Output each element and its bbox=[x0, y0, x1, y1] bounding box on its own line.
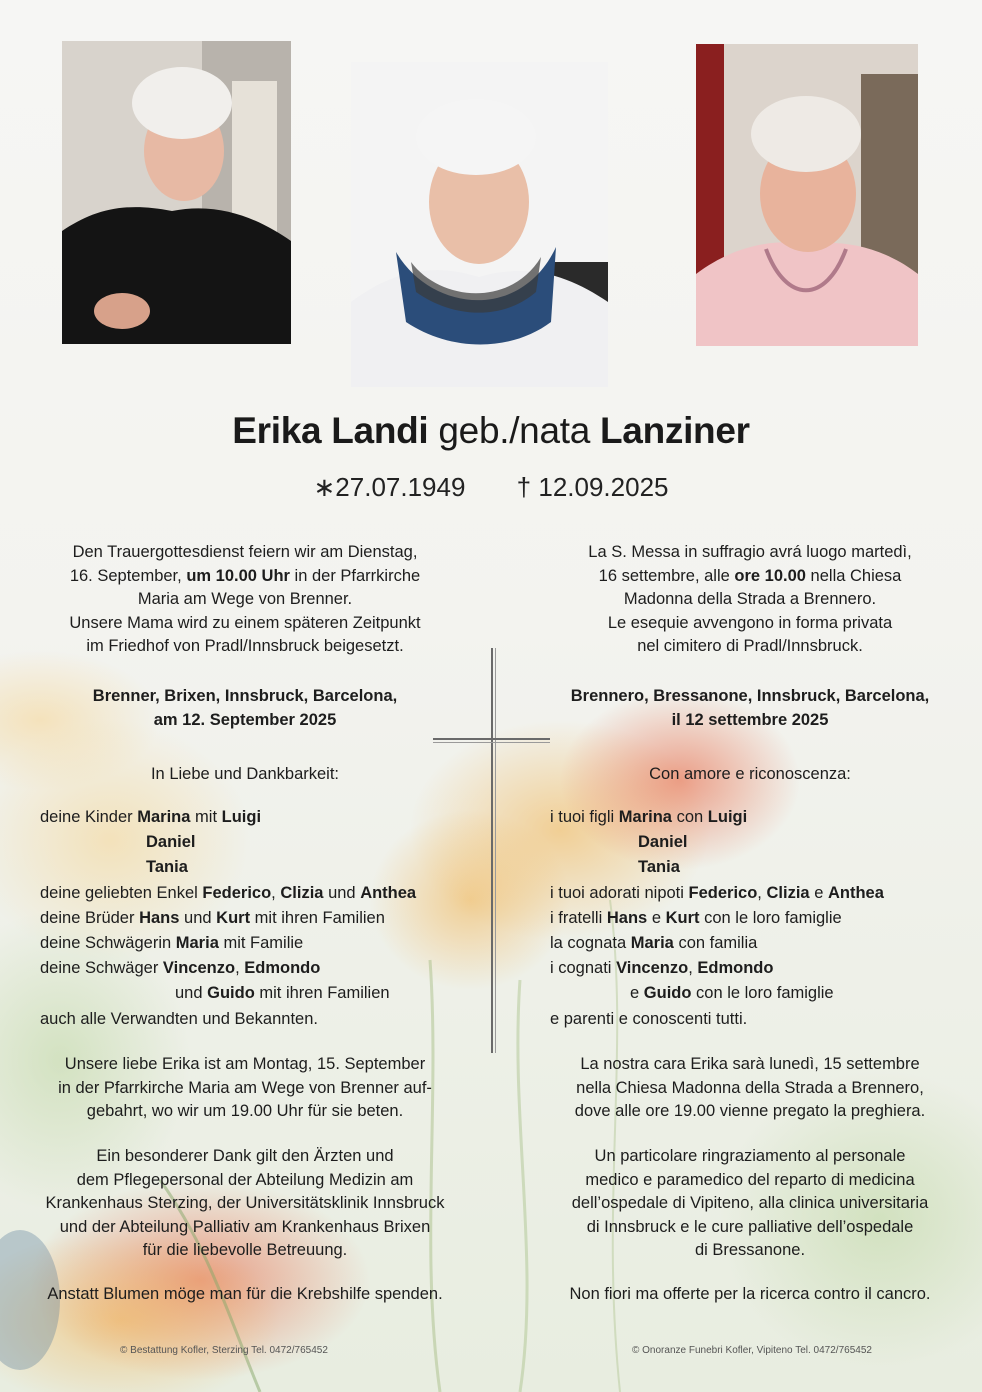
deceased-name bbox=[0, 410, 982, 452]
cross-horizontal bbox=[433, 738, 550, 740]
it-footer: © Onoranze Funebri Kofler, Vipiteno Tel. 0472/765452 bbox=[632, 1345, 872, 1356]
it-place-date: Brennero, Bressanone, Innsbruck, Barcelona, il 12 settembre 2025 bbox=[570, 687, 930, 729]
de-wake-text: Unsere liebe Erika ist am Montag, 15. September in der Pfarrkirche Maria am Wege von Brenner auf- gebahrt, wo wir um 19.00 Uhr für sie beten. bbox=[58, 1055, 432, 1120]
cross-vertical bbox=[491, 648, 493, 1053]
it-family-list: i tuoi figli Marina con Luigi Daniel Tania i tuoi adorati nipoti Federico, Clizia e Anthea i fratelli Hans e Kurt con le loro famiglie la cognata Maria con familia i cognati Vincenzo, Edmondo e Guido con le loro famiglie e parenti e conoscenti tutti. bbox=[550, 808, 884, 1028]
it-service-text: La S. Messa in suffragio avrá luogo martedì, 16 settembre, alle ore 10.00 nella Chiesa Madonna della Strada a Brennero. Le esequie avvengono in forma privata nel cimitero di Pradl/Innsbruck. bbox=[588, 543, 912, 655]
birth-date: ∗27.07.1949 bbox=[313, 472, 466, 502]
it-thanks-text: Un particolare ringraziamento al personale medico e paramedico del reparto di medicina dell’ospedale di Vipiteno, alla clinica universitaria di Innsbruck e le cure palliative dell’ospedale di Bressanone. bbox=[571, 1147, 929, 1259]
de-service-text: Den Trauergottesdienst feiern wir am Dienstag, 16. September, um 10.00 Uhr in der Pfarrkirche Maria am Wege von Brenner. Unsere Mama wird zu einem späteren Zeitpunkt im Friedhof von Pradl/Innsbruck beigesetzt. bbox=[69, 543, 421, 655]
cross-vertical-shadow bbox=[495, 648, 496, 1053]
name-first: Erika Landi bbox=[232, 410, 429, 451]
de-footer: © Bestattung Kofler, Sterzing Tel. 0472/765452 bbox=[120, 1345, 328, 1356]
de-place-date: Brenner, Brixen, Innsbruck, Barcelona, am 12. September 2025 bbox=[92, 687, 398, 729]
portrait-photo-center bbox=[351, 62, 608, 387]
it-donation-text: Non fiori ma offerte per la ricerca contro il cancro. bbox=[569, 1285, 931, 1303]
de-family-list: deine Kinder Marina mit Luigi Daniel Tania deine geliebten Enkel Federico, Clizia und Anthea deine Brüder Hans und Kurt mit ihren Familien deine Schwägerin Maria mit Familie deine Schwäger Vincenzo, Edmondo und Guido mit ihren Familien auch alle Verwandten und Bekannten. bbox=[40, 808, 417, 1028]
death-date: † 12.09.2025 bbox=[516, 472, 669, 502]
portrait-photo-left bbox=[62, 41, 291, 344]
it-wake-text: La nostra cara Erika sarà lunedì, 15 settembre nella Chiesa Madonna della Strada a Brennero, dove alle ore 19.00 vienne pregato la preghiera. bbox=[574, 1055, 926, 1120]
cross-horizontal-shadow bbox=[433, 742, 550, 743]
name-mid: geb./nata bbox=[438, 410, 590, 451]
name-last: Lanziner bbox=[599, 410, 750, 451]
life-dates bbox=[0, 472, 982, 503]
de-thanks-text: Ein besonderer Dank gilt den Ärzten und dem Pflegepersonal der Abteilung Medizin am Krankenhaus Sterzing, der Universitätsklinik Innsbruck und der Abteilung Palliativ am Krankenhaus Brixen für die liebevolle Betreuung. bbox=[45, 1147, 445, 1259]
it-greeting: Con amore e riconoscenza: bbox=[649, 765, 851, 783]
de-donation-text: Anstatt Blumen möge man für die Krebshilfe spenden. bbox=[47, 1285, 443, 1303]
de-greeting: In Liebe und Dankbarkeit: bbox=[150, 765, 340, 783]
portrait-photo-right bbox=[696, 44, 918, 346]
